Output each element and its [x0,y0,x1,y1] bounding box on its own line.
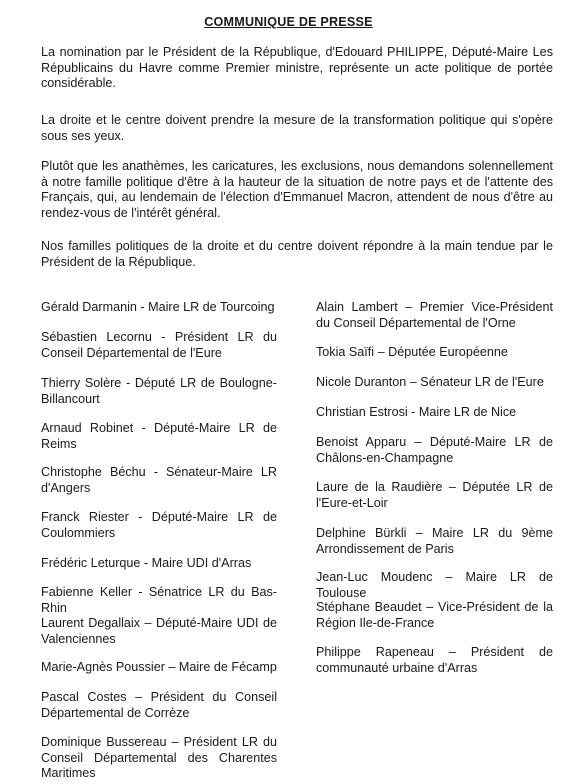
signatory-left: Franck Riester - Député-Maire LR de Coulommiers [41,510,277,540]
signatory-right: Stéphane Beaudet – Vice-Président de la Région Ile-de-France [316,600,553,630]
signatory-left: Gérald Darmanin - Maire LR de Tourcoing [41,300,275,314]
signatory-left: Arnaud Robinet - Député-Maire LR de Reims [41,421,277,451]
signatory-right: Christian Estrosi - Maire LR de Nice [316,405,517,419]
signatory-right: Nicole Duranton – Sénateur LR de l'Eure [316,375,544,389]
signatory-right: Benoist Apparu – Député-Maire LR de Châlons-en-Champagne [316,435,553,465]
signatories-right-column [316,0,553,784]
signatory-right: Philippe Rapeneau – Président de communauté urbaine d'Arras [316,645,553,675]
signatories-left-column [41,0,277,784]
paragraph-nomination: La nomination par le Président de la République, d'Edouard PHILIPPE, Député-Maire Les Républicains du Havre comme Premier ministre, représente un acte politique de portée considérable. [41,45,553,90]
signatory-left: Marie-Agnès Poussier – Maire de Fécamp [41,660,277,674]
signatory-right: Alain Lambert – Premier Vice-Président du Conseil Départemental de l'Orne [316,300,553,330]
paragraph-transformation: La droite et le centre doivent prendre la mesure de la transformation politique qui s'opère sous ses yeux. [41,113,553,143]
signatory-left: Sébastien Lecornu - Président LR du Conseil Départemental de l'Eure [41,330,277,360]
signatory-right: Tokia Saïfi – Députée Européenne [316,345,508,359]
signatory-left: Christophe Béchu - Sénateur-Maire LR d'Angers [41,465,277,495]
paragraph-main-tendue: Nos familles politiques de la droite et du centre doivent répondre à la main tendue par le Président de la République. [41,239,553,269]
signatory-left: Thierry Solère - Député LR de Boulogne-Billancourt [41,376,277,406]
signatory-left: Dominique Bussereau – Président LR du Conseil Départemental des Charentes Maritimes [41,735,277,780]
signatory-left: Fabienne Keller - Sénatrice LR du Bas-Rhin [41,585,277,615]
paragraph-appeal: Plutôt que les anathèmes, les caricatures, les exclusions, nous demandons solennellement à notre famille politique d'être à la hauteur de la situation de notre pays et de l'attente des Français, qui, au lendemain de l'élection d'Emmanuel Macron, attendent de nous d'être au rendez-vous de l'intérêt général. [41,159,553,220]
document-title: COMMUNIQUE DE PRESSE [204,15,373,29]
signatory-right: Delphine Bürkli – Maire LR du 9ème Arrondissement de Paris [316,526,553,556]
signatory-left: Laurent Degallaix – Député-Maire UDI de Valenciennes [41,616,277,646]
signatory-right: Jean-Luc Moudenc – Maire LR de Toulouse [316,570,553,600]
signatory-right: Laure de la Raudière – Députée LR de l'Eure-et-Loir [316,480,553,510]
signatory-left: Frédéric Leturque - Maire UDI d'Arras [41,556,252,570]
signatory-left: Pascal Costes – Président du Conseil Départemental de Corrèze [41,690,277,720]
